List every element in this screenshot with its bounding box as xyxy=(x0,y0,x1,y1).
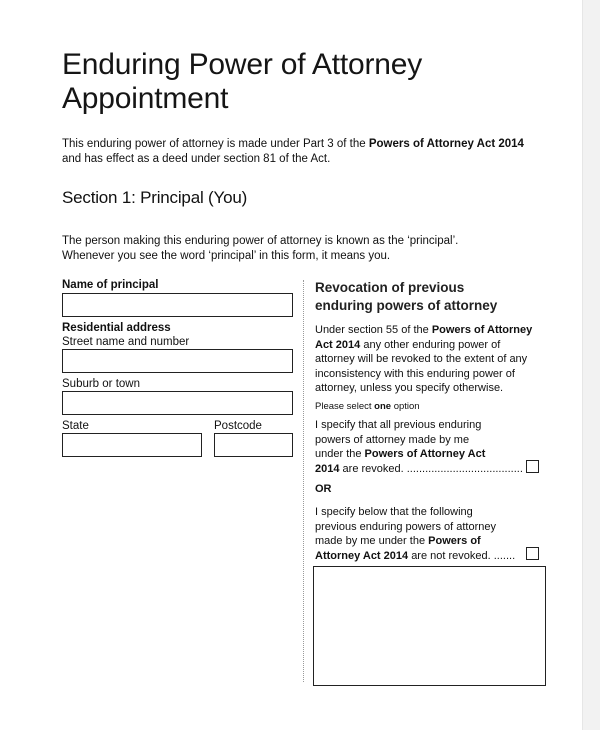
opt1-l3-prefix: under the xyxy=(315,448,362,460)
intro-paragraph xyxy=(62,137,562,166)
state-label: State xyxy=(62,420,89,432)
rev-para-l3: attorney will be revoked to the extent of any xyxy=(315,353,528,365)
title-line-1: Enduring Power of Attorney xyxy=(62,48,423,81)
section-1-desc-line-1: The person making this enduring power of attorney is known as the ‘principal’. xyxy=(62,235,459,247)
option-1-checkbox[interactable] xyxy=(526,460,539,473)
name-of-principal-field[interactable] xyxy=(62,293,293,317)
option-1-text xyxy=(315,418,530,476)
section-1-desc-line-2: Whenever you see the word ‘principal’ in this form, it means you. xyxy=(62,249,391,262)
select-instruction xyxy=(315,401,420,413)
intro-suffix: and has effect as a deed under section 81 of the Act. xyxy=(62,152,331,165)
select-bold: one xyxy=(374,401,392,412)
street-field[interactable] xyxy=(62,349,293,373)
rev-para-l5: attorney, unless you specify otherwise. xyxy=(315,382,504,394)
select-prefix: Please select xyxy=(315,401,372,412)
opt2-l1: I specify below that the following xyxy=(315,506,473,518)
revocation-paragraph xyxy=(315,323,577,396)
rev-para-l1-prefix: Under section 55 of the xyxy=(315,324,429,336)
suburb-field[interactable] xyxy=(62,391,293,415)
postcode-field[interactable] xyxy=(214,433,293,457)
column-divider xyxy=(303,280,304,682)
or-label: OR xyxy=(315,483,332,495)
opt2-l3-bold: Powers of xyxy=(428,535,481,547)
opt2-l2: previous enduring powers of attorney xyxy=(315,520,496,533)
rev-para-l4: inconsistency with this enduring power of xyxy=(315,367,515,380)
rev-para-l1-bold: Powers of Attorney xyxy=(431,324,533,336)
opt1-l4-bold: 2014 xyxy=(315,462,340,475)
revocation-heading-line-2: enduring powers of attorney xyxy=(315,298,498,313)
revocation-heading-line-1: Revocation of previous xyxy=(315,280,465,295)
name-of-principal-label: Name of principal xyxy=(62,279,159,291)
street-label: Street name and number xyxy=(62,336,190,348)
section-1-heading: Section 1: Principal (You) xyxy=(62,188,248,207)
residential-address-label: Residential address xyxy=(62,322,171,334)
rev-para-l2-bold: Act 2014 xyxy=(315,338,361,351)
page-title xyxy=(62,48,422,116)
opt2-l4-bold: Attorney Act 2014 xyxy=(315,549,409,562)
state-field[interactable] xyxy=(62,433,202,457)
opt1-l4-rest: are revoked. ...................................... xyxy=(342,462,523,475)
select-suffix: option xyxy=(393,401,420,412)
rev-para-l2-rest: any other enduring power of xyxy=(363,338,501,351)
opt2-l4-rest: are not revoked. ....... xyxy=(411,549,516,562)
title-line-2: Appointment xyxy=(62,82,229,115)
opt1-l1: I specify that all previous enduring xyxy=(315,419,482,431)
revocation-heading xyxy=(315,279,497,315)
opt2-l3-prefix: made by me under the xyxy=(315,535,426,547)
postcode-label: Postcode xyxy=(214,420,262,432)
intro-act-name: Powers of Attorney Act 2014 xyxy=(368,138,524,150)
option-2-checkbox[interactable] xyxy=(526,547,539,560)
option-2-text xyxy=(315,505,530,563)
opt1-l3-bold: Powers of Attorney Act xyxy=(364,448,486,460)
page-edge xyxy=(582,0,600,730)
intro-prefix: This enduring power of attorney is made under Part 3 of the xyxy=(62,138,366,150)
section-1-description xyxy=(62,234,562,263)
suburb-label: Suburb or town xyxy=(62,378,140,390)
opt1-l2: powers of attorney made by me xyxy=(315,433,470,446)
not-revoked-details-field[interactable] xyxy=(313,566,546,686)
